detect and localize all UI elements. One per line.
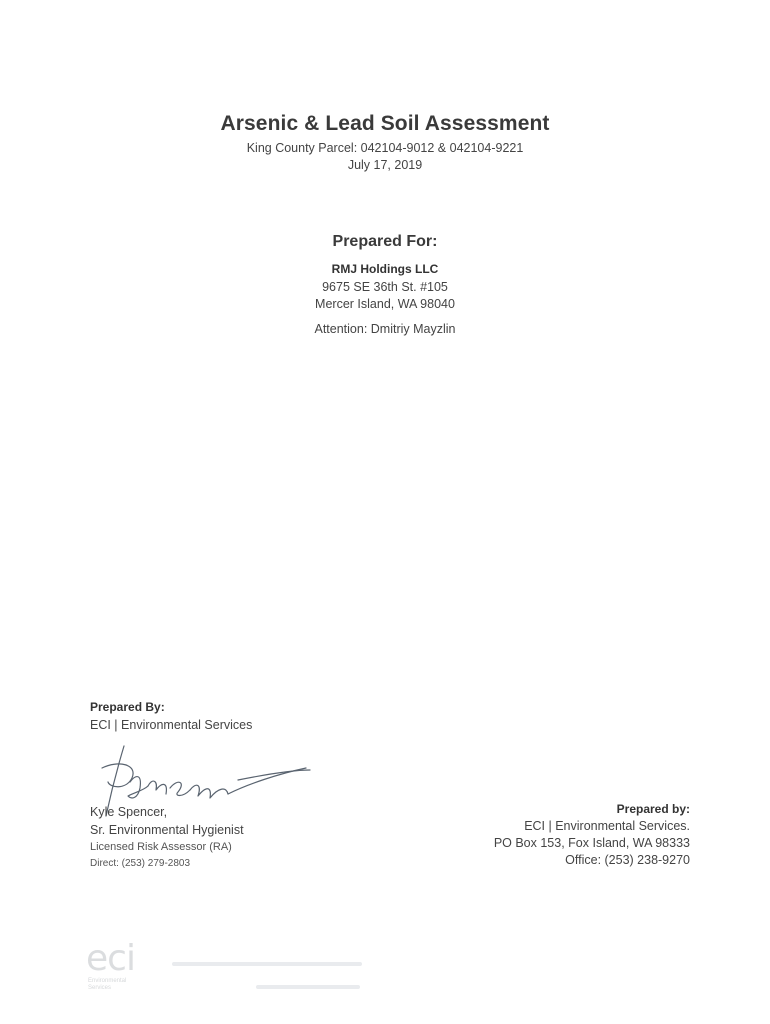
logo-wordmark: eci [86,938,135,979]
faded-footer-line [256,985,360,989]
signer-direct-phone: Direct: (253) 279-2803 [90,858,191,869]
prepared-for-heading: Prepared For: [332,233,438,250]
client-address-line1: 9675 SE 36th St. #105 [322,280,448,294]
company-name-right: ECI | Environmental Services. [524,819,690,833]
company-po-box: PO Box 153, Fox Island, WA 98333 [493,836,690,850]
report-date: July 17, 2019 [347,158,423,172]
client-company: RMJ Holdings LLC [331,262,439,276]
signer-license: Licensed Risk Assessor (RA) [90,841,232,853]
prepared-by-right-heading: Prepared by: [616,802,690,816]
prepared-by-heading: Prepared By: [90,700,165,714]
client-attention: Attention: Dmitriy Mayzlin [314,322,456,336]
faded-footer-line [172,962,362,966]
preparer-company: ECI | Environmental Services [90,718,253,732]
eci-logo [86,936,176,992]
document-title: Arsenic & Lead Soil Assessment [220,112,550,135]
signer-name: Kyle Spencer, [90,805,168,819]
logo-subtitle: Environmental Services [88,978,127,991]
company-office-phone: Office: (253) 238-9270 [565,853,690,867]
client-address-line2: Mercer Island, WA 98040 [315,297,455,311]
parcel-numbers: King County Parcel: 042104-9012 & 042104-9221 [246,141,524,155]
signer-title: Sr. Environmental Hygienist [90,823,244,837]
